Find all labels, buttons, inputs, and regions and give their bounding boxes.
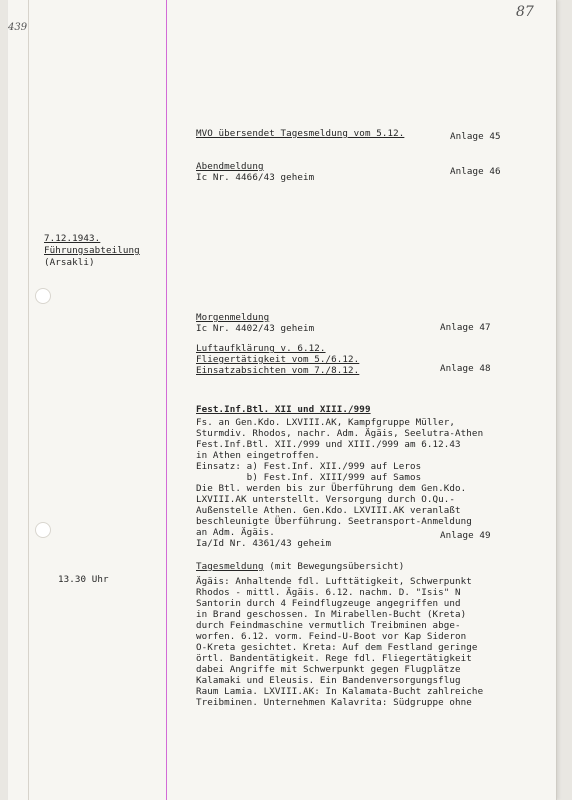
- punch-hole-top: [35, 288, 51, 304]
- fest-line: Fest.Inf.Btl. XII./999 und XIII./999 am 6.12.43: [196, 439, 461, 450]
- location-label: (Arsakli): [44, 257, 95, 268]
- fest-line: beschleunigte Überführung. Seetransport-Anmeldung: [196, 516, 472, 527]
- morgenmeldung-title: Morgenmeldung: [196, 312, 270, 323]
- punch-hole-bottom: [35, 522, 51, 538]
- tages-line: örtl. Bandentätigkeit. Rege fdl. Fliegertätigkeit: [196, 653, 472, 664]
- tages-line: in Brand geschossen. In Mirabellen-Bucht (Kreta): [196, 609, 467, 620]
- luft-line: Fliegertätigkeit vom 5./6.12.: [196, 354, 360, 365]
- fest-line: LXVIII.AK unterstellt. Versorgung durch O.Qu.-: [196, 494, 456, 505]
- margin-line: [166, 0, 167, 800]
- anlage-47: Anlage 47: [440, 322, 491, 333]
- anlage-48: Anlage 48: [440, 363, 491, 374]
- tages-line: Santorin durch 4 Feindflugzeuge angegriffen und: [196, 598, 461, 609]
- fest-line: an Adm. Ägäis.: [196, 527, 275, 538]
- department-label: Führungsabteilung: [44, 245, 140, 256]
- fest-title: Fest.Inf.Btl. XII und XIII./999: [196, 404, 371, 415]
- time-label: 13.30 Uhr: [58, 574, 109, 585]
- gutter-line: [28, 0, 29, 800]
- tages-line: Kalamaki und Eleusis. Ein Bandenversorgungsflug: [196, 675, 461, 686]
- fest-line: b) Fest.Inf. XIII/999 auf Samos: [196, 472, 422, 483]
- fest-line: Ia/Id Nr. 4361/43 geheim: [196, 538, 332, 549]
- tages-line: Treibminen. Unternehmen Kalavrita: Südgruppe ohne: [196, 697, 472, 708]
- tages-line: O-Kreta gesichtet. Kreta: Auf dem Festland geringe: [196, 642, 478, 653]
- page-number: 87: [516, 4, 534, 20]
- fest-line: Fs. an Gen.Kdo. LXVIII.AK, Kampfgruppe Müller,: [196, 417, 456, 428]
- mvo-entry: MVO übersendet Tagesmeldung vom 5.12.: [196, 128, 405, 139]
- abendmeldung-title: Abendmeldung: [196, 161, 264, 172]
- archive-number: 439: [8, 22, 28, 33]
- tagesmeldung-heading: [196, 561, 404, 572]
- luft-line: Einsatzabsichten vom 7./8.12.: [196, 365, 360, 376]
- fest-line: Einsatz: a) Fest.Inf. XII./999 auf Leros: [196, 461, 422, 472]
- anlage-49: Anlage 49: [440, 530, 491, 541]
- fest-line: Außenstelle Athen. Gen.Kdo. LXVIII.AK veranlaßt: [196, 505, 461, 516]
- date-label: 7.12.1943.: [44, 233, 101, 244]
- tages-line: Ägäis: Anhaltende fdl. Lufttätigkeit, Schwerpunkt: [196, 576, 472, 587]
- luft-line: Luftaufklärung v. 6.12.: [196, 343, 326, 354]
- tages-line: durch Feindmaschine vermutlich Treibminen abge-: [196, 620, 461, 631]
- morgenmeldung-ref: Ic Nr. 4402/43 geheim: [196, 323, 315, 334]
- document-page: [8, 0, 557, 800]
- tages-line: dabei Angriffe mit Schwerpunkt gegen Flugplätze: [196, 664, 461, 675]
- anlage-45: Anlage 45: [450, 131, 501, 142]
- tages-line: worfen. 6.12. vorm. Feind-U-Boot vor Kap Sideron: [196, 631, 467, 642]
- abendmeldung-ref: Ic Nr. 4466/43 geheim: [196, 172, 315, 183]
- fest-line: Sturmdiv. Rhodos, nachr. Adm. Ägäis, Seelutra-Athen: [196, 428, 484, 439]
- fest-line: in Athen eingetroffen.: [196, 450, 320, 461]
- anlage-46: Anlage 46: [450, 166, 501, 177]
- tagesmeldung-subtitle: (mit Bewegungsübersicht): [263, 561, 405, 572]
- tagesmeldung-title: Tagesmeldung: [196, 561, 264, 572]
- tages-line: Raum Lamia. LXVIII.AK: In Kalamata-Bucht zahlreiche: [196, 686, 484, 697]
- fest-line: Die Btl. werden bis zur Überführung dem Gen.Kdo.: [196, 483, 467, 494]
- tages-line: Rhodos - mittl. Ägäis. 6.12. nachm. D. "Isis" N: [196, 587, 461, 598]
